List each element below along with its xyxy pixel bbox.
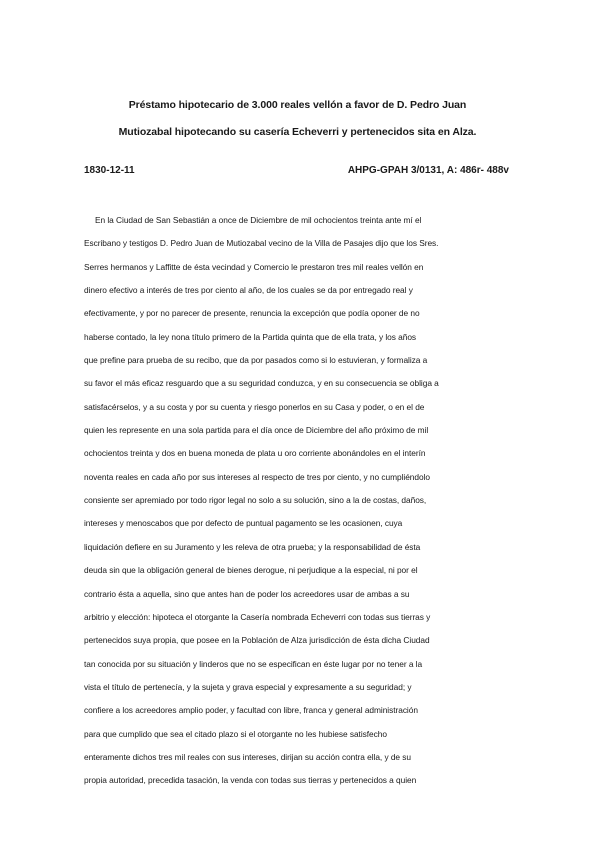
body-line: tan conocida por su situación y linderos que no se especifican en éste lugar por no tener a la xyxy=(84,658,423,669)
body-line: intereses y menoscabos que por defecto de puntual pagamento se les ocasionen, cuya xyxy=(84,518,403,529)
body-line: contrario ésta a aquella, sino que antes han de poder los acreedores usar de ambas a su xyxy=(84,588,410,599)
body-line: confiere a los acreedores amplio poder, y facultad con libre, franca y general administración xyxy=(84,705,418,716)
body-line: Serres hermanos y Laffitte de ésta vecindad y Comercio le prestaron tres mil reales vellón en xyxy=(84,261,424,272)
body-line: vista el título de pertenecía, y la sujeta y grava especial y expresamente a su seguridad; y xyxy=(84,681,412,692)
body-line: consiente ser apremiado por todo rigor legal no solo a su solución, sino a la de costas, daños, xyxy=(84,495,427,506)
body-line: dinero efectivo a interés de tres por ciento al año, de los cuales se da por entregado real y xyxy=(84,285,413,296)
title-line-2: Mutiozabal hipotecando su casería Echeverri y pertenecidos sita en Alza. xyxy=(118,126,477,138)
body-line: propia autoridad, precedida tasación, la venda con todas sus tierras y pertenecidos a quien xyxy=(84,775,417,786)
body-line: para que cumplido que sea el citado plazo si el otorgante no les hubiese satisfecho xyxy=(84,728,387,739)
body-line: deuda sin que la obligación general de bienes derogue, ni perjudique a la especial, ni por el xyxy=(84,565,418,576)
body-line: En la Ciudad de San Sebastián a once de Diciembre de mil ochocientos treinta ante mí el xyxy=(95,215,422,225)
body-line: quien les represente en una sola partida para el día once de Diciembre del año próximo de mil xyxy=(84,425,429,436)
body-line: enteramente dichos tres mil reales con sus intereses, dirijan su acción contra ella, y de su xyxy=(84,751,411,762)
body-line: pertenecidos suya propia, que posee en la Población de Alza jurisdicción de ésta dicha Ciudad xyxy=(84,635,430,646)
body-line: efectivamente, y por no parecer de presente, renuncia la excepción que podía oponer de no xyxy=(84,308,420,319)
body-line: ochocientos treinta y dos en buena moneda de plata u oro corriente abonándoles en el interín xyxy=(84,448,426,459)
body-line: que prefine para prueba de su recibo, que da por pasados como si lo estuvieran, y formaliza a xyxy=(84,355,428,366)
document-body xyxy=(84,209,511,793)
body-line: haberse contado, la ley nona título primero de la Partida quinta que de ella trata, y los años xyxy=(84,331,417,342)
title-line-1: Préstamo hipotecario de 3.000 reales vellón a favor de D. Pedro Juan xyxy=(128,99,467,111)
body-line: arbitrio y elección: hipoteca el otorgante la Casería nombrada Echeverri con todas sus tierras y xyxy=(84,611,431,622)
body-line: su favor el más eficaz resguardo que a su seguridad conduzca, y en su consecuencia se obliga a xyxy=(84,378,439,389)
body-line: Escribano y testigos D. Pedro Juan de Mutiozabal vecino de la Villa de Pasajes dijo que los Sres. xyxy=(84,238,439,249)
body-line: satisfacérselos, y a su costa y por su cuenta y riesgo ponerlos en su Casa y poder, o en el de xyxy=(84,401,425,412)
body-line: liquidación defiere en su Juramento y les releva de otra prueba; y la responsabilidad de ésta xyxy=(84,541,421,552)
document-title xyxy=(84,92,511,146)
document-date: 1830-12-11 xyxy=(84,165,135,176)
body-line: noventa reales en cada año por sus intereses al respecto de tres por ciento, y no cumpliéndolo xyxy=(84,471,430,482)
archive-reference: AHPG-GPAH 3/0131, A: 486r- 488v xyxy=(347,165,509,176)
